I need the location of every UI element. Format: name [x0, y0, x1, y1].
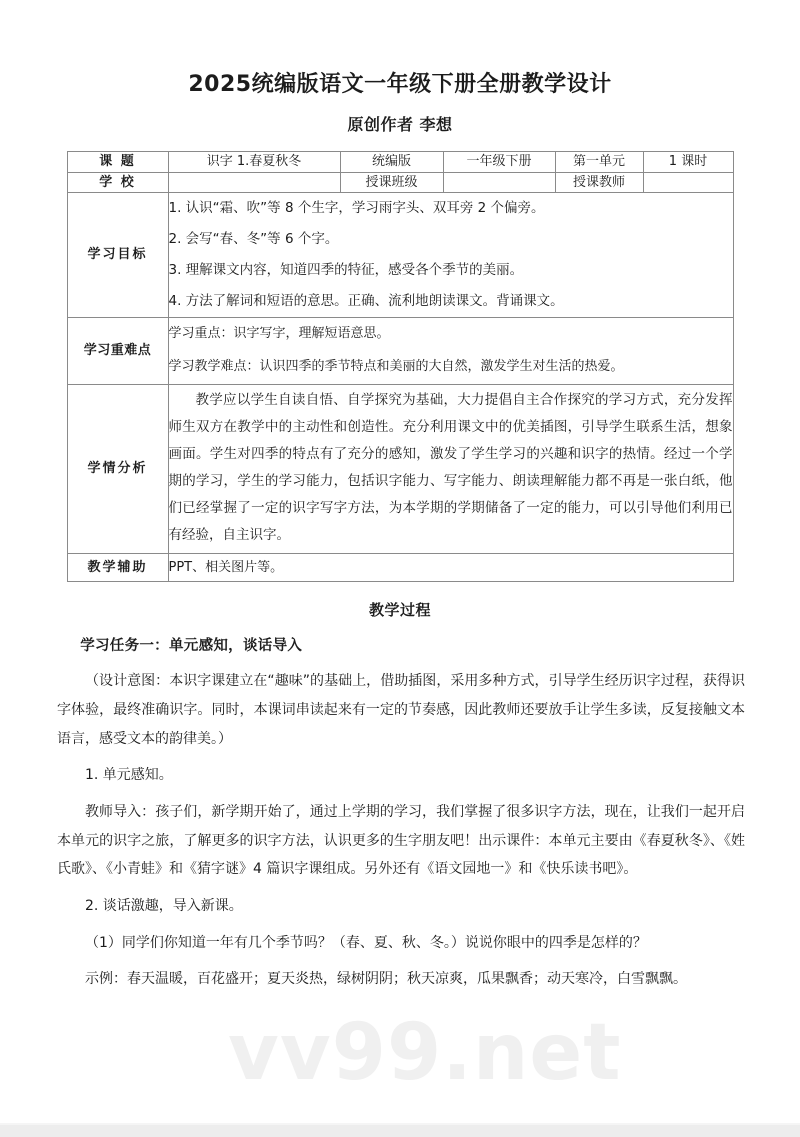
- talk-interest-heading: 2. 谈话激趣，导入新课。: [85, 897, 243, 914]
- aids-cell: [168, 553, 733, 582]
- teacher-intro-paragraph: 教师导入：孩子们，新学期开始了，通过上学期的学习，我们掌握了很多识字方法，现在，让我们一起开启本单元的识字之旅，了解更多的识字方法，认识更多的生字朋友吧！出示课件：本单元主要由《春夏秋冬》、《姓氏歌》、《小青蛙》和《猜字谜》4 篇识字课组成。另外还有《语文园地一》和《快乐读书吧》。: [57, 803, 745, 878]
- teacher-label: 授课教师: [555, 172, 643, 193]
- class-value[interactable]: [443, 172, 555, 193]
- table-row-aids: [67, 553, 733, 582]
- question-paragraph: （1）同学们你知道一年有几个季节吗？（春、夏、秋、冬。）说说你眼中的四季是怎样的？: [85, 934, 647, 951]
- design-intent-paragraph: （设计意图：本识字课建立在“趣味”的基础上，借助插图，采用多种方式，引导学生经历识字过程，获得识字体验，最终准确识字。同时，本课词串读起来有一定的节奏感，因此教师还要放手让学生多读，反复接触文本语言，感受文本的韵律美。）: [57, 673, 745, 747]
- example-paragraph: 示例：春天温暖，百花盛开；夏天炎热，绿树阴阴；秋天凉爽，瓜果飘香；动天寒冷，白雪飘飘。: [85, 971, 687, 988]
- process-heading: 教学过程: [368, 601, 431, 620]
- page-bottom-edge: [0, 1125, 800, 1137]
- objectives-cell: [168, 193, 733, 318]
- table-row-topic: [67, 152, 733, 173]
- key-point-item: 学习教学难点：认识四季的季节特点和美丽的大自然，激发学生对生活的热爱。: [168, 358, 624, 374]
- table-row-objectives: [67, 193, 733, 318]
- aids-label: 教学辅助: [67, 553, 168, 582]
- objective-item: 1. 认识“霜、吹”等 8 个生字，学习雨字头、双耳旁 2 个偏旁。: [168, 200, 545, 217]
- table-row-key-points: [67, 318, 733, 385]
- key-points-label: 学习重难点: [67, 318, 168, 385]
- analysis-cell: [168, 384, 733, 553]
- analysis-text: 教学应以学生自读自悟、自学探究为基础，大力提倡自主合作探究的学习方式，充分发挥师生双方在教学中的主动性和创造性。充分利用课文中的优美插图，引导学生联系生活，想象画面。学生对四季的特点有了充分的感知，激发了学生学习的兴趣和识字的热情。经过一个学期的学习，学生的学习能力，包括识字能力、写字能力、朗读理解能力都不再是一张白纸，他们已经掌握了一定的识字写字方法，为本学期的学期储备了一定的能力，可以引导他们利用已有经验，自主识字。: [168, 391, 733, 543]
- school-value[interactable]: [168, 172, 340, 193]
- objectives-label: 学习目标: [67, 193, 168, 318]
- edition-value[interactable]: 统编版: [340, 152, 443, 173]
- teacher-value[interactable]: [643, 172, 733, 193]
- table-row-school: [67, 172, 733, 193]
- key-point-item: 学习重点：识字写字，理解短语意思。: [168, 326, 390, 342]
- watermark-text: vv99.net: [228, 1008, 622, 1098]
- unit-perception-heading: 1. 单元感知。: [85, 767, 173, 784]
- aids-text: PPT、相关图片等。: [168, 559, 284, 575]
- class-label: 授课班级: [340, 172, 443, 193]
- task-one-heading: 学习任务一：单元感知，谈话导入: [80, 638, 303, 655]
- key-points-cell: [168, 318, 733, 385]
- objective-item: 4. 方法了解词和短语的意思。正确、流利地朗读课文。背诵课文。: [168, 293, 564, 310]
- topic-value[interactable]: 识字 1.春夏秋冬: [168, 152, 340, 173]
- topic-label: 课 题: [67, 152, 168, 173]
- grade-value[interactable]: 一年级下册: [443, 152, 555, 173]
- school-label: 学 校: [67, 172, 168, 193]
- objective-item: 3. 理解课文内容，知道四季的特征，感受各个季节的美丽。: [168, 262, 524, 279]
- unit-value[interactable]: 第一单元: [555, 152, 643, 173]
- objective-item: 2. 会写“春、冬”等 6 个字。: [168, 231, 339, 248]
- lesson-info-table: [67, 151, 734, 582]
- analysis-label: 学情分析: [67, 384, 168, 553]
- process-body: [55, 634, 745, 998]
- table-row-analysis: [67, 384, 733, 553]
- document-subtitle: 原创作者 李想: [347, 115, 453, 135]
- periods-value[interactable]: 1 课时: [643, 152, 733, 173]
- document-title: 2025统编版语文一年级下册全册教学设计: [188, 72, 612, 97]
